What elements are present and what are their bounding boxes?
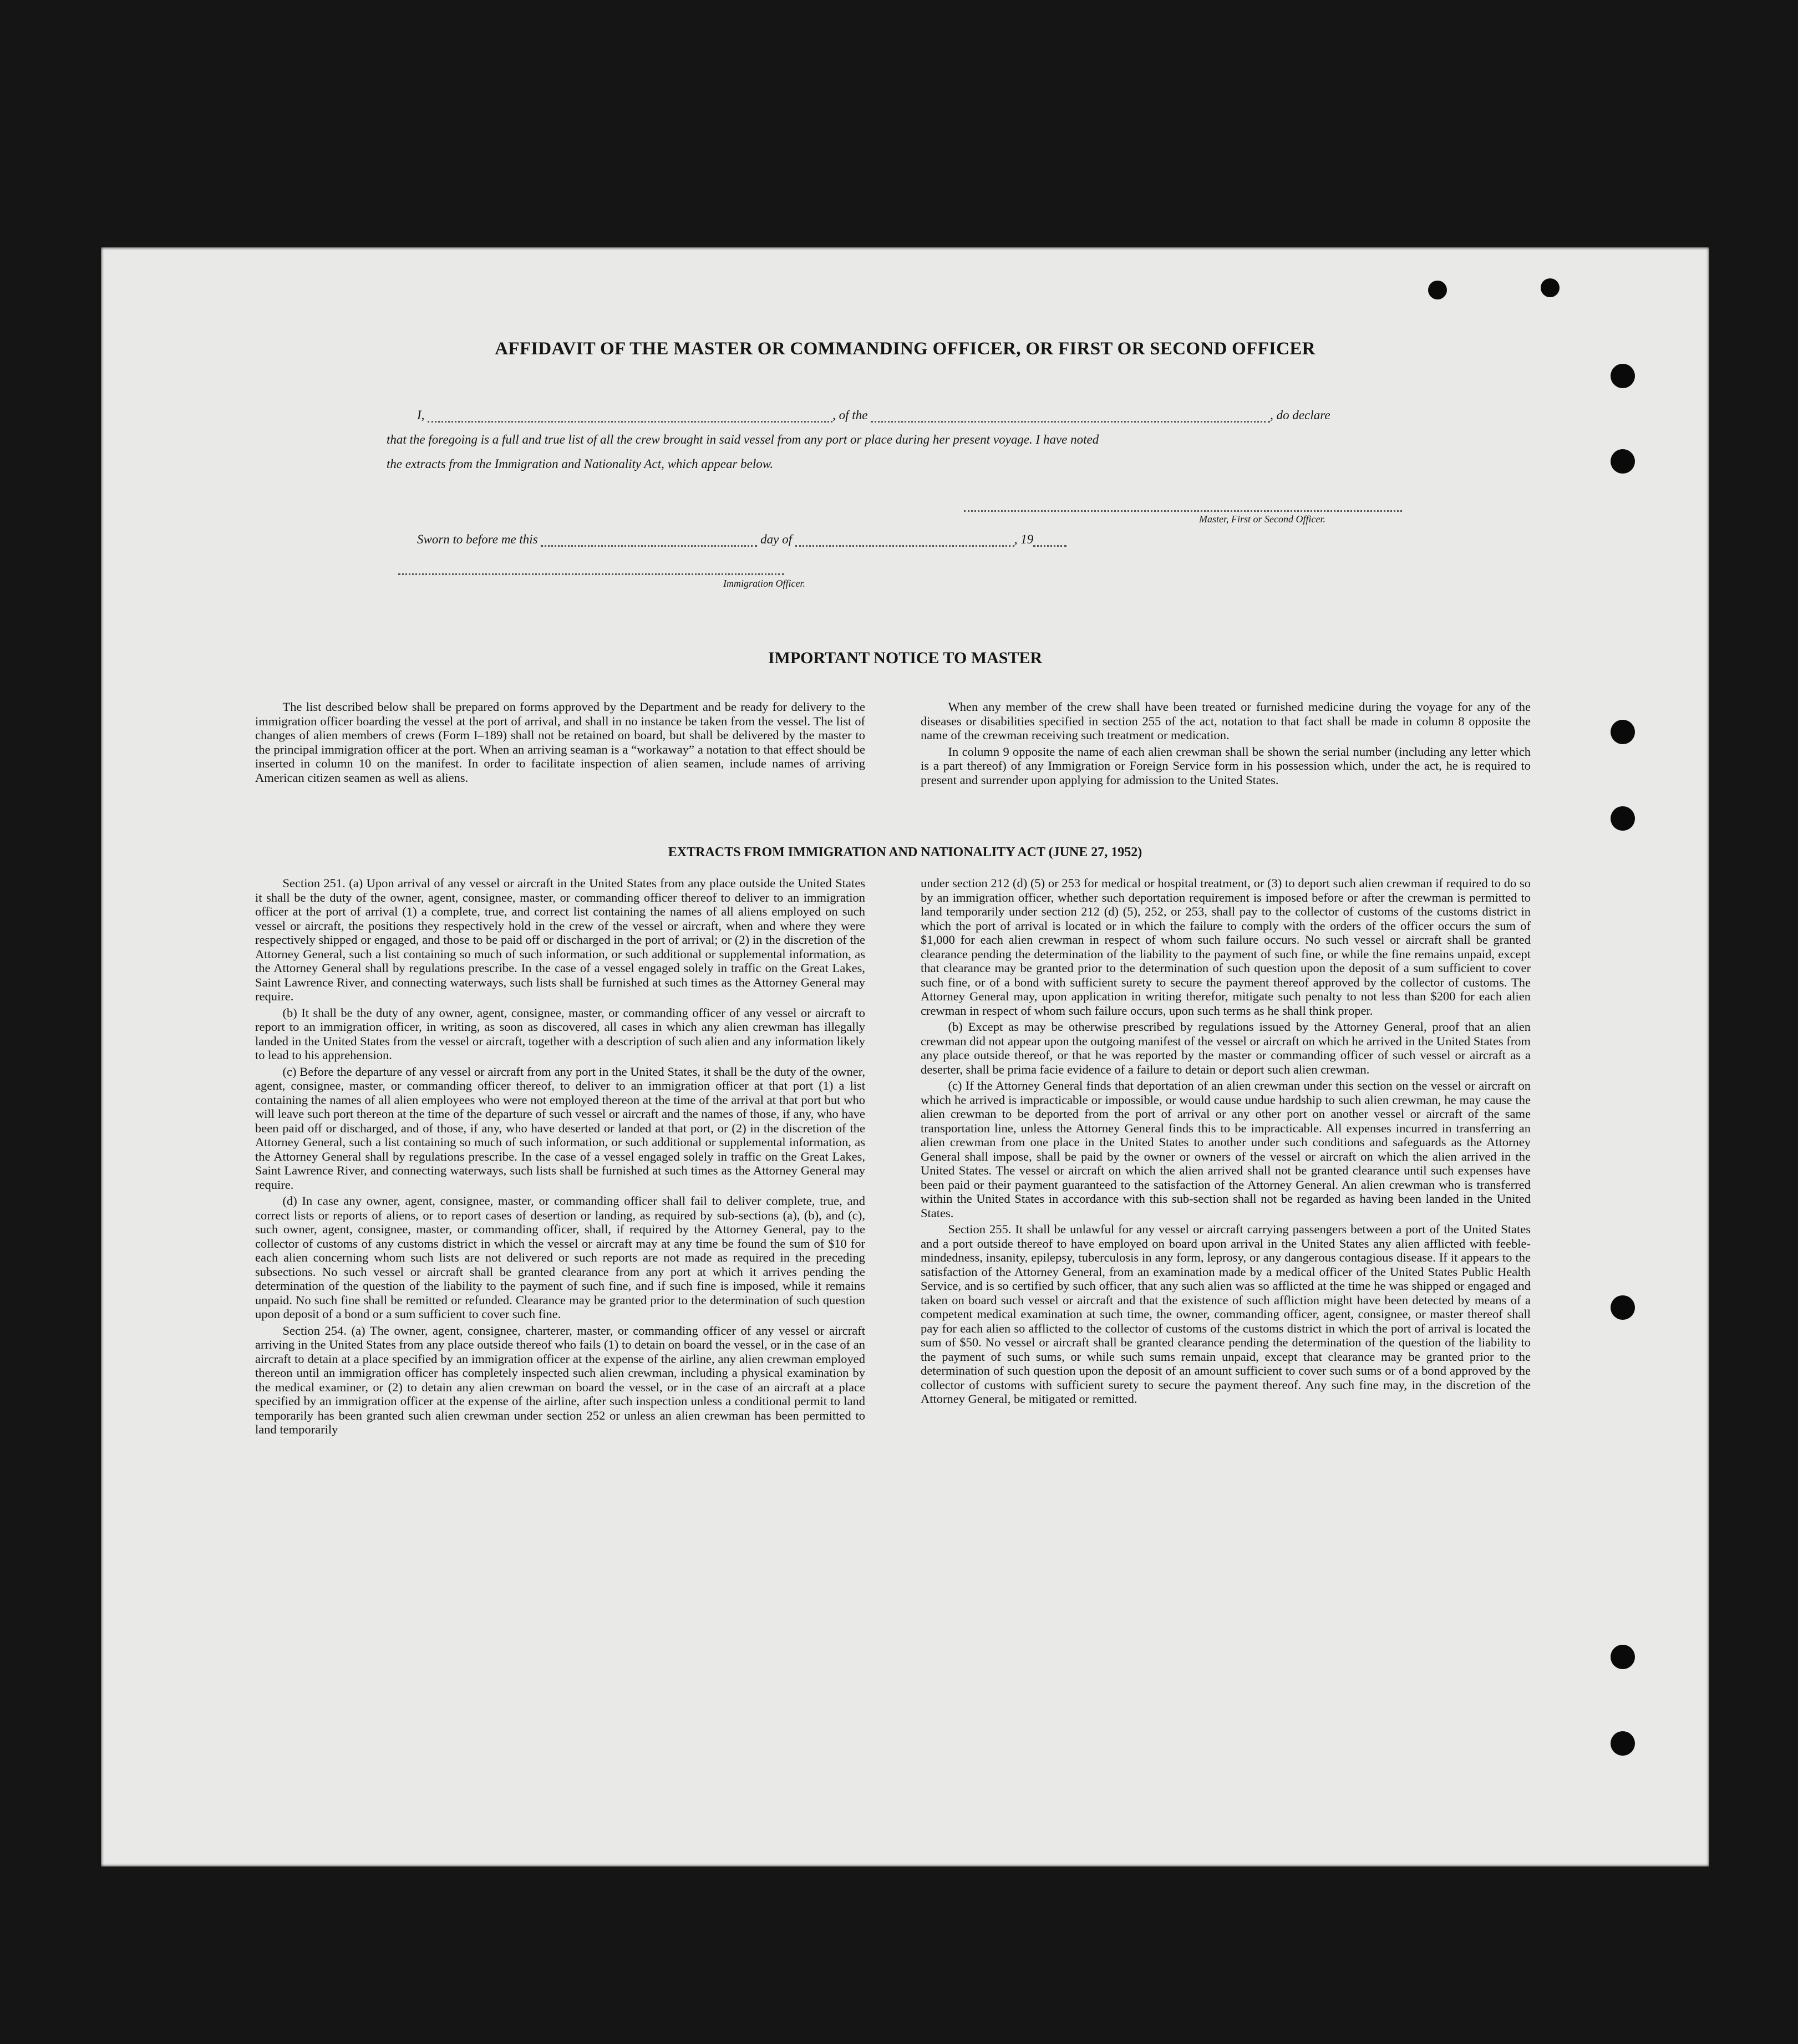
extract-paragraph: Section 254. (a) The owner, agent, consignee, charterer, master, or commanding officer of any vessel or aircraft arriving in the United States from any place outside thereof who fails (1) to detain on board the vessel, or in the case of an aircraft to detain at a place specified by an immigration officer at the expense of the airline, any alien crewman employed thereon until an immigration officer has completely inspected such alien crewman, including a physical examination by the medical examiner, or (2) to detain any alien crewman on board the vessel, or in the case of an aircraft at a place specified by an immigration officer at the expense of the airline, after such inspection unless a conditional permit to land temporarily has been granted such alien crewman under section 252 or unless an alien crewman has been permitted to land temporarily — [255, 1323, 865, 1436]
sworn-day-blank[interactable] — [541, 545, 757, 547]
extract-paragraph: (c) If the Attorney General finds that deportation of an alien crewman under this section on the vessel or aircraft on which he arrived is impracticable or impossible, or would cause undue hardship to such alien crewman, he may cause the alien crewman to be deported from the port of arrival or any other port on another vessel or aircraft of the same transportation line, unless the Attorney General finds this to be impracticable. All expenses incurred in transferring an alien crewman from one place in the United States to another under such conditions and safeguards as the Attorney General shall impose, shall be paid by the owner or owners of the vessel or aircraft on which the alien arrived in the United States. The vessel or aircraft on which the alien arrived shall not be granted clearance until such expenses have been paid or their payment guaranteed to the satisfaction of the Attorney General. An alien crewman who is transferred within the United States in accordance with this sub-section shall not be regarded as having been landed in the United States. — [921, 1079, 1531, 1220]
punch-hole — [1611, 1295, 1635, 1320]
extract-paragraph: (c) Before the departure of any vessel or aircraft from any port in the United States, it shall be the duty of the owner, agent, consignee, master, or commanding officer thereof, to deliver to an immigration officer at that port (1) a list containing the names of all alien employees who were not employed thereon at the time of the arrival at that port but who will leave such port thereon at the time of the departure of such vessel or aircraft and the names of those, if any, who have been paid off or discharged, and of those, if any, who have deserted or landed at that port, or (2) in the discretion of the Attorney General, such a list containing so much of such information, or such additional or supplemental information, as the Attorney General shall by regulations prescribe. In the case of a vessel engaged solely in traffic on the Great Lakes, Saint Lawrence River, and connecting waterways, such lists shall be furnished at such times as the Attorney General may require. — [255, 1064, 865, 1192]
name-blank[interactable] — [428, 420, 832, 423]
extract-paragraph: (d) In case any owner, agent, consignee, master, or commanding officer shall fail to deliver complete, true, and correct lists or reports of aliens, or to report cases of desertion or landing, as required by sub-sections (a), (b), and (c), such owner, agent, consignee, master, or commanding officer, shall, if required by the Attorney General, pay to the collector of customs of any customs district in which the vessel or aircraft may at any time be found the sum of $10 for each alien concerning whom such lists are not delivered or such reports are not made as required in the preceding subsections. No such vessel or aircraft shall be granted clearance from any port at which it arrives pending the determination of the question of the liability to the payment of such fine, and if such fine is imposed, while it remains unpaid. No such fine shall be remitted or refunded. Clearance may be granted prior to the determination of such question upon deposit of a bond or a sum sufficient to cover such fine. — [255, 1194, 865, 1321]
document-page — [101, 247, 1709, 1867]
sworn-year-blank[interactable] — [1033, 545, 1066, 547]
notice-paragraph: When any member of the crew shall have been treated or furnished medicine during the voyage for any of the diseases or disabilities specified in section 255 of the act, notation to that fact shall be made in column 8 opposite the name of the crewman receiving such treatment or medication. — [921, 700, 1531, 742]
extract-paragraph: under section 212 (d) (5) or 253 for medical or hospital treatment, or (3) to deport such alien crewman if required to do so by an immigration officer, whether such deportation requirement is imposed before or after the crewman is permitted to land temporarily under section 212 (d) (5), 252, or 253, shall pay to the collector of customs of the customs district in which the port of arrival is located or in which the failure to comply with the orders of the officer occurs the sum of $1,000 for each alien crewman in respect of whom such failure occurs. No such vessel or aircraft shall be granted clearance pending the determination of the liability to the payment of such fine, or while the fine remains unpaid, except that clearance may be granted prior to the determination of such question upon the deposit of a sum sufficient to cover such fine, or of a bond with sufficient surety to secure the payment thereof approved by the collector of customs. The Attorney General may, upon application in writing therefor, mitigate such penalty to not less than $200 for each alien crewman in respect of whom such failure occurs, upon such terms as he shall think proper. — [921, 876, 1531, 1018]
declaration-text-b: , of the — [832, 408, 868, 422]
punch-hole — [1428, 281, 1447, 299]
punch-hole — [1611, 720, 1635, 744]
sworn-month-blank[interactable] — [795, 545, 1014, 547]
officer-signature-line[interactable] — [398, 573, 784, 575]
notice-paragraph: In column 9 opposite the name of each alien crewman shall be shown the serial number (including any letter which is a part thereof) of any Immigration or Foreign Service form in his possession which, under the act, he is required to present and surrender upon applying for admission to the United States. — [921, 744, 1531, 787]
extract-paragraph: Section 255. It shall be unlawful for any vessel or aircraft carrying passengers between a port of the United States and a port outside thereof to have employed on board upon arrival in the United States any alien afflicted with feeble-mindedness, insanity, epilepsy, tuberculosis in any form, leprosy, or any dangerous contagious disease. If it appears to the satisfaction of the Attorney General, from an examination made by a medical officer of the United States Public Health Service, and is so certified by such officer, that any such alien was so afflicted at the time he was shipped or engaged and taken on board such vessel or aircraft and that the existence of such affliction might have been detected by means of a competent medical examination at such time, the owner, commanding officer, agent, consignee, or master thereof shall pay for each alien so afflicted to the collector of customs of the customs district in which the port of arrival is located the sum of $50. No vessel or aircraft shall be granted clearance pending the determination of the question of the liability to the payment of such sums, or while such sums remain unpaid, except that clearance may be granted prior to the determination of such question upon the deposit of an amount sufficient to cover such sums or of a bond approved by the collector of customs with sufficient surety to secure the payment thereof. Any such fine may, in the discretion of the Attorney General, be mitigated or remitted. — [921, 1222, 1531, 1406]
declaration-text-a: I, — [417, 408, 425, 422]
declaration-text-c: , do declare — [1270, 408, 1330, 422]
sworn-text-b: day of — [760, 532, 792, 546]
extract-paragraph: (b) It shall be the duty of any owner, agent, consignee, master, or commanding officer of any vessel or aircraft to report to an immigration officer, in writing, as soon as discovered, all cases in which any alien crewman has illegally landed in the United States from the vessel or aircraft, together with a description of such alien and any information likely to lead to his apprehension. — [255, 1005, 865, 1062]
extracts-title: EXTRACTS FROM IMMIGRATION AND NATIONALITY ACT (JUNE 27, 1952) — [668, 845, 1142, 860]
notice-paragraph: The list described below shall be prepared on forms approved by the Department and be ready for delivery to the immigration officer boarding the vessel at the port of arrival, and shall in no instance be taken from the vessel. The list of changes of alien members of crews (Form I–189) shall not be retained on board, but shall be delivered by the master to the principal immigration officer at the port. When an arriving seaman is a “workaway” a notation to that effect should be inserted in column 10 on the manifest. In order to facilitate inspection of alien seamen, include names of arriving American citizen seamen as well as aliens. — [255, 700, 865, 785]
punch-hole — [1541, 278, 1560, 297]
punch-hole — [1611, 1731, 1635, 1756]
punch-hole — [1611, 806, 1635, 831]
sworn-text-c: , 19 — [1014, 532, 1034, 546]
declaration-line-1 — [417, 408, 1330, 423]
declaration-line-2: that the foregoing is a full and true list of all the crew brought in said vessel from any port or place during her present voyage. I have noted — [387, 433, 1099, 446]
affidavit-title: AFFIDAVIT OF THE MASTER OR COMMANDING OFFICER, OR FIRST OR SECOND OFFICER — [495, 339, 1316, 359]
extract-paragraph: (b) Except as may be otherwise prescribed by regulations issued by the Attorney General, proof that an alien crewman did not appear upon the outgoing manifest of the vessel or aircraft on which he arrived in the United States from any place outside thereof, or that he was reported by the master or commanding officer of such vessel or aircraft as a deserter, shall be prima facie evidence of a failure to detain or deport such alien crewman. — [921, 1020, 1531, 1076]
officer-signature-label: Immigration Officer. — [723, 578, 805, 589]
extracts-right-column — [921, 876, 1531, 1409]
master-signature-label: Master, First or Second Officer. — [1199, 513, 1325, 525]
punch-hole — [1611, 1645, 1635, 1669]
notice-right-column — [921, 700, 1531, 789]
punch-hole — [1611, 364, 1635, 388]
punch-hole — [1611, 449, 1635, 474]
sworn-text-a: Sworn to before me this — [417, 532, 538, 546]
notice-left-column — [255, 700, 865, 787]
declaration-line-3: the extracts from the Immigration and Nationality Act, which appear below. — [387, 457, 774, 471]
notice-title: IMPORTANT NOTICE TO MASTER — [768, 649, 1043, 667]
extract-paragraph: Section 251. (a) Upon arrival of any vessel or aircraft in the United States from any place outside the United States it shall be the duty of the owner, agent, consignee, master, or commanding officer thereof to deliver to an immigration officer at the port of arrival (1) a complete, true, and correct list containing the names of all aliens employed on such vessel or aircraft, the positions they respectively hold in the crew of the vessel or aircraft, when and where they were respectively shipped or engaged, and those to be paid off or discharged in the port of arrival; or (2) in the discretion of the Attorney General, such a list containing so much of such information, or such additional or supplemental information, as the Attorney General shall by regulations prescribe. In the case of a vessel engaged solely in traffic on the Great Lakes, Saint Lawrence River, and connecting waterways, such lists shall be furnished at such times as the Attorney General may require. — [255, 876, 865, 1003]
sworn-line — [417, 532, 1066, 547]
master-signature-line[interactable] — [964, 510, 1402, 512]
vessel-blank[interactable] — [871, 420, 1270, 423]
extracts-left-column — [255, 876, 865, 1439]
